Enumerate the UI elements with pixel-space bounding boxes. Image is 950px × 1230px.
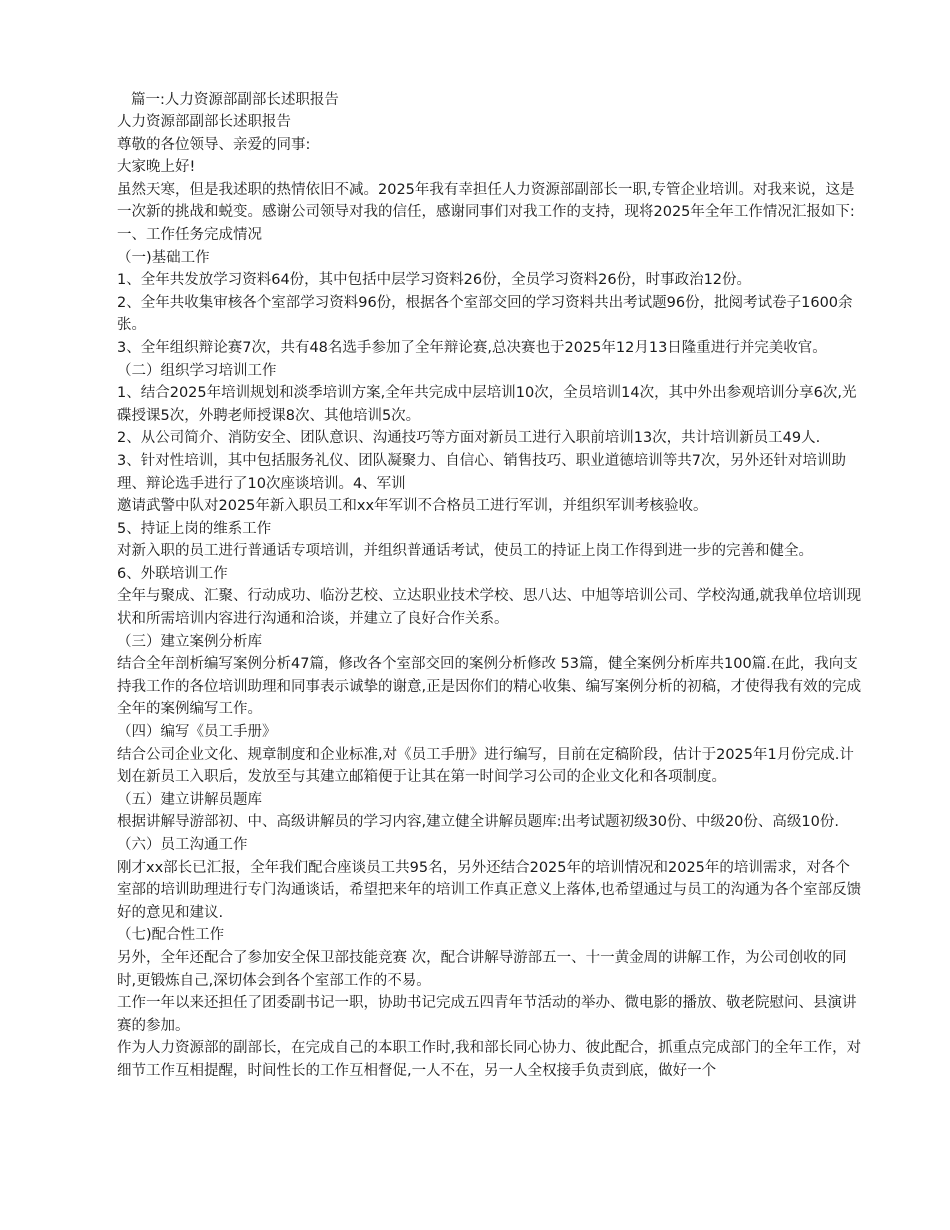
paragraph: 另外，全年还配合了参加安全保卫部技能竞赛 次，配合讲解导游部五一、十一黄金周的讲解工作，为公司创收的同时,更锻炼自己,深切体会到各个室部工作的不易。 xyxy=(117,949,847,989)
paragraph: 结合全年剖析编写案例分析47篇，修改各个室部交回的案例分析修改 53篇，健全案例分析库共100篇.在此，我向支持我工作的各位培训助理和同事表示诚挚的谢意,正是因你们的精心收集、编写案例分析的初稿，才使得我有效的完成全年的案例编写工作。 xyxy=(117,656,862,718)
paragraph: 3、针对性培训，其中包括服务礼仪、团队凝聚力、自信心、销售技巧、职业道德培训等共7次，另外还针对培训助理、辩论选手进行了10次座谈培训。4、军训 xyxy=(117,452,846,492)
paragraph: （七)配合性工作 xyxy=(117,927,225,944)
paragraph: 大家晚上好! xyxy=(117,159,196,176)
paragraph: 根据讲解导游部初、中、高级讲解员的学习内容,建立健全讲解员题库:出考试题初级30份、中级20份、高级10份.（六）员工沟通工作 xyxy=(117,814,839,853)
paragraph: 1、结合2025年培训规划和淡季培训方案,全年共完成中层培训10次，全员培训14次，其中外出参观培训分享6次,光碟授课5次，外聘老师授课8次、其他培训5次。 xyxy=(117,385,857,424)
paragraph: 刚才xx部长已汇报，全年我们配合座谈员工共95名，另外还结合2025年的培训情况和2025年的培训需求，对各个室部的培训助理进行专门沟通谈话，希望把来年的培训工作真正意义上落体,也希望通过与员工的沟通为各个室部反馈好的意见和建议. xyxy=(117,859,862,921)
paragraph: 一、工作任务完成情况 xyxy=(117,226,262,243)
paragraph: 邀请武警中队对2025年新入职员工和xx年军训不合格员工进行军训，并组织军训考核验收。 xyxy=(117,498,708,515)
paragraph: （一)基础工作 xyxy=(117,249,210,266)
paragraph: 2、从公司简介、消防安全、团队意识、沟通技巧等方面对新员工进行入职前培训13次，共计培训新员工49人. xyxy=(117,430,821,447)
paragraph: 1、全年共发放学习资料64份，其中包括中层学习资料26份，全员学习资料26份，时事政治12份。 xyxy=(117,272,752,289)
paragraph: （四）编写《员工手册》 xyxy=(117,724,277,741)
paragraph: 3、全年组织辩论赛7次，共有48名选手参加了全年辩论赛,总决赛也于2025年12月13日隆重进行并完美收官。 xyxy=(117,339,827,356)
paragraph: 作为人力资源部的副部长，在完成自己的本职工作时,我和部长同心协力、彼此配合，抓重点完成部门的全年工作，对细节工作互相提醒，时间性长的工作互相督促,一人不在，另一人全权接手负责到底，做好一个 xyxy=(117,1040,862,1079)
paragraph: 工作一年以来还担任了团委副书记一职，协助书记完成五四青年节活动的举办、微电影的播放、敬老院慰问、县演讲赛的参加。 xyxy=(117,995,857,1034)
paragraph: （五）建立讲解员题库 xyxy=(117,791,262,808)
document-body xyxy=(117,111,862,1083)
paragraph: 虽然天寒，但是我述职的热情依旧不减。2025年我有幸担任人力资源部副部长一职,专管企业培训。对我来说，这是一次新的挑战和蜕变。感谢公司领导对我的信任，感谢同事们对我工作的支持，现将2025年全年工作情况汇报如下: xyxy=(117,181,855,221)
document-title: 篇一:人力资源部副部长述职报告 xyxy=(131,92,339,108)
paragraph: 全年与聚成、汇聚、行动成功、临汾艺校、立达职业技术学校、思八达、中旭等培训公司、学校沟通,就我单位培训现状和所需培训内容进行沟通和洽谈，并建立了良好合作关系。 xyxy=(117,588,862,628)
paragraph: 尊敬的各位领导、亲爱的同事: xyxy=(117,136,311,153)
paragraph: （三）建立案例分析库 xyxy=(117,633,262,650)
paragraph: 6、外联培训工作 xyxy=(117,565,228,582)
paragraph: 结合公司企业文化、规章制度和企业标准,对《员工手册》进行编写，目前在定稿阶段，估计于2025年1月份完成.计划在新员工入职后，发放至与其建立邮箱便于让其在第一时间学习公司的企业文化和各项制度。 xyxy=(117,746,854,786)
paragraph: （二）组织学习培训工作 xyxy=(117,362,277,379)
paragraph: 5、持证上岗的维系工作 xyxy=(117,520,272,537)
paragraph: 对新入职的员工进行普通话专项培训，并组织普通话考试，使员工的持证上岗工作得到进一步的完善和健全。 xyxy=(117,543,813,560)
paragraph: 2、全年共收集审核各个室部学习资料96份，根据各个室部交回的学习资料共出考试题96份，批阅考试卷子1600余张。 xyxy=(117,294,853,334)
paragraph: 人力资源部副部长述职报告 xyxy=(117,114,291,130)
